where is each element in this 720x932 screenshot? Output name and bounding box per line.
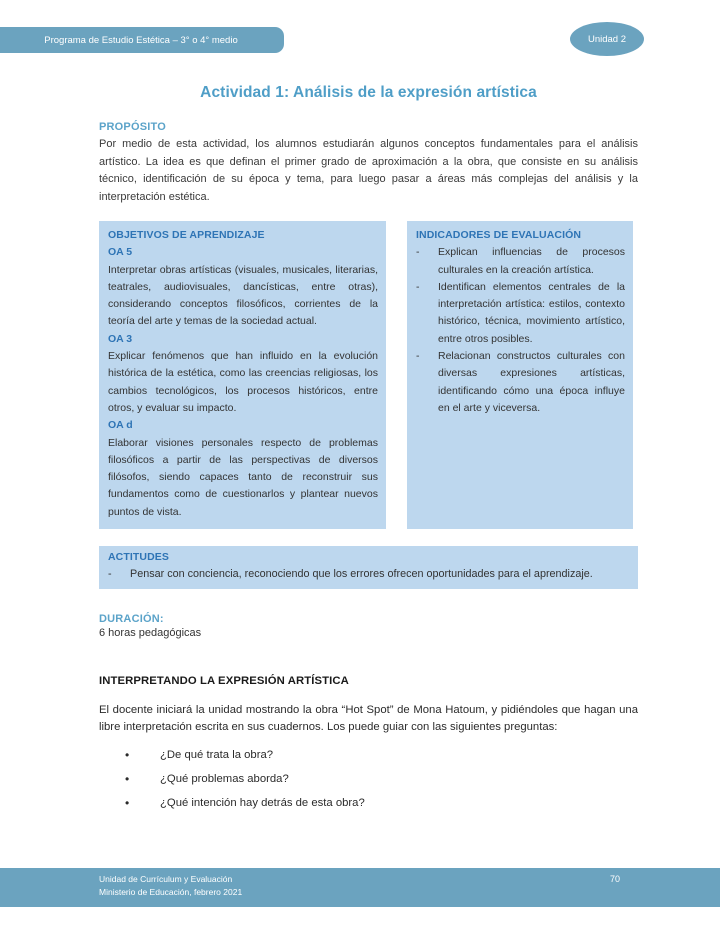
dash-marker: - <box>416 246 420 259</box>
dash-marker: - <box>108 568 112 581</box>
objetivos-heading: OBJETIVOS DE APRENDIZAJE <box>108 229 265 241</box>
duracion-value: 6 horas pedagógicas <box>99 626 202 639</box>
page-content <box>99 0 638 819</box>
indicador-item <box>416 348 625 417</box>
indicador-text: Explican influencias de procesos culturales en la creación artística. <box>438 246 625 276</box>
footer-line1: Unidad de Currículum y Evaluación <box>99 874 233 884</box>
actitudes-heading: ACTITUDES <box>108 551 169 564</box>
indicador-item <box>416 244 625 279</box>
bullet-marker: • <box>125 795 130 810</box>
dash-marker: - <box>416 280 420 293</box>
question-text: ¿Qué intención hay detrás de esta obra? <box>160 796 365 809</box>
bullet-marker: • <box>125 747 130 762</box>
dash-marker: - <box>416 350 420 363</box>
footer-band <box>0 868 720 907</box>
actitud-item <box>108 566 630 583</box>
page-title: Actividad 1: Análisis de la expresión artística <box>200 84 537 101</box>
indicadores-heading: INDICADORES DE EVALUACIÓN <box>416 229 582 241</box>
duracion-heading: DURACIÓN: <box>99 612 164 625</box>
proposito-heading: PROPÓSITO <box>99 121 166 133</box>
actitudes-box <box>99 546 638 589</box>
program-badge-label: Programa de Estudio Estética – 3° o 4° medio <box>44 34 238 46</box>
interpretando-intro: El docente iniciará la unidad mostrando la obra “Hot Spot” de Mona Hatoum, y pidiéndoles que hagan una libre interpretación escrita en sus cuadernos. Los puede guiar con las siguientes preguntas: <box>99 703 638 734</box>
proposito-paragraph: Por medio de esta actividad, los alumnos estudiarán algunos conceptos fundamentales para el análisis artístico. La idea es que definan el primer grado de aproximación a la obra, que consiste en su análisis técnico, identificación de su época y tema, para luego pasar a áreas más complejas del análisis y la interpretación estética. <box>99 138 638 203</box>
indicador-text: Relacionan constructos culturales con diversas expresiones artísticas, identificando cómo una época influye en el arte y viceversa. <box>438 350 625 414</box>
question-item <box>125 747 638 764</box>
objectives-indicators-row <box>99 221 638 529</box>
oad-text: Elaborar visiones personales respecto de problemas filosóficos a partir de las perspectivas de diversos filósofos, siendo capaces tanto de reconstruir sus fundamentos como de cuestionarlos y plantear nuevos puntos de vista. <box>108 436 378 518</box>
indicador-item <box>416 279 625 348</box>
footer-left <box>99 873 242 907</box>
question-item <box>125 795 638 812</box>
question-text: ¿De qué trata la obra? <box>160 748 274 761</box>
oa3-text: Explicar fenómenos que han influido en la evolución histórica de la estética, como las creencias religiosas, los cambios tecnológicos, los procesos históricos, entre otros, y evaluar su impacto. <box>108 350 378 414</box>
oad-label: OA d <box>108 419 133 432</box>
oa5-label: OA 5 <box>108 246 133 259</box>
bullet-marker: • <box>125 771 130 786</box>
page-number: 70 <box>609 874 620 884</box>
oa3-label: OA 3 <box>108 332 133 345</box>
unit-badge-label: Unidad 2 <box>587 33 627 45</box>
footer-line2: Ministerio de Educación, febrero 2021 <box>99 887 243 897</box>
interpretando-heading: INTERPRETANDO LA EXPRESIÓN ARTÍSTICA <box>99 674 349 687</box>
actitud-text: Pensar con conciencia, reconociendo que los errores ofrecen oportunidades para el aprendizaje. <box>130 568 593 581</box>
objetivos-box <box>99 221 386 529</box>
question-item <box>125 771 638 788</box>
question-text: ¿Qué problemas aborda? <box>160 772 289 785</box>
questions-list <box>99 747 638 812</box>
indicadores-box <box>407 221 633 529</box>
indicador-text: Identifican elementos centrales de la interpretación artística: estilos, contexto histórico, técnica, movimiento artístico, entre otros posibles. <box>438 280 625 345</box>
oa5-text: Interpretar obras artísticas (visuales, musicales, literarias, teatrales, audiovisuales, dancísticas, entre otras), considerando conceptos filosóficos, corrientes de la teoría del arte y temas de la sociedad actual. <box>108 263 378 328</box>
